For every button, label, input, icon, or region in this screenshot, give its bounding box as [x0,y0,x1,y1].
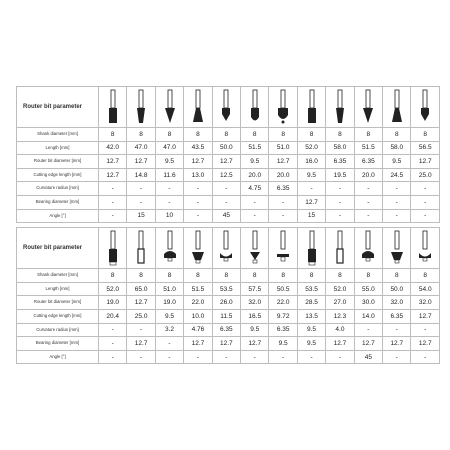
row-label: Angle [°] [17,350,99,364]
cell-value: 8 [99,269,127,283]
cell-value: 27.0 [326,296,354,310]
row-label: Curvature radius [mm] [17,182,99,196]
roundover-bit-icon [155,228,183,269]
table-row [17,282,440,296]
cell-value: 20.4 [99,309,127,323]
cell-value: 4.0 [326,323,354,337]
cell-value: 3.2 [155,323,183,337]
cell-value: 12.7 [184,337,212,351]
cell-value: 47.0 [155,141,183,155]
roman-ogee-bit-icon [326,228,354,269]
cell-value: - [269,350,297,364]
cell-value: 8 [212,128,240,142]
cell-value: 4.75 [241,182,269,196]
cell-value: 8 [411,128,440,142]
cell-value: - [127,195,155,209]
flush-trim-bearing-bit-icon [99,228,127,269]
slot-cutter-bit-icon [383,228,411,269]
cell-value: 12.7 [269,155,297,169]
cell-value: - [383,323,411,337]
cell-value: 30.0 [354,296,382,310]
straight-bearing-bit-icon [127,228,155,269]
cell-value: 12.7 [99,168,127,182]
cell-value: - [155,182,183,196]
cell-value: - [127,323,155,337]
cell-value: 8 [411,269,440,283]
cell-value: - [326,350,354,364]
cell-value: 8 [326,269,354,283]
cell-value: - [99,209,127,223]
table-row [17,350,440,364]
cell-value: 11.5 [212,309,240,323]
straight-bit-icon [99,87,127,128]
cell-value: 9.5 [297,168,325,182]
cell-value: 12.7 [184,155,212,169]
round-nose-bit-icon [297,87,325,128]
cell-value: 6.35 [269,323,297,337]
cell-value: 12.7 [354,337,382,351]
cell-value: 8 [184,128,212,142]
row-label: Curvature radius [mm] [17,323,99,337]
table-row [17,337,440,351]
cell-value: 32.0 [411,296,440,310]
cell-value: 6.35 [269,182,297,196]
cell-value: 12.3 [326,309,354,323]
cell-value: 53.5 [212,282,240,296]
row-label: Angle [°] [17,209,99,223]
cell-value: - [297,350,325,364]
cell-value: 20.0 [241,168,269,182]
cell-value: 51.0 [155,282,183,296]
table-row [17,141,440,155]
rabbet-bit-icon [411,228,440,269]
row-label: Router bit diameter [mm] [17,296,99,310]
cell-value: 9.5 [241,323,269,337]
cell-value: 22.0 [184,296,212,310]
cell-value: - [269,209,297,223]
cell-value: 58.0 [383,141,411,155]
table-row [17,182,440,196]
cell-value: - [241,350,269,364]
cell-value: - [326,182,354,196]
cell-value: 55.0 [354,282,382,296]
cell-value: 9.5 [155,155,183,169]
cell-value: 12.7 [127,337,155,351]
cell-value: - [127,182,155,196]
cell-value: 9.5 [155,309,183,323]
cell-value: 50.0 [212,141,240,155]
cell-value: 8 [127,269,155,283]
cell-value: 12.7 [127,296,155,310]
cell-value: 19.0 [155,296,183,310]
chamfer-bearing-bit-icon [354,228,382,269]
cell-value: 51.0 [269,141,297,155]
cell-value: 45 [212,209,240,223]
straight-bit-narrow-icon [127,87,155,128]
cell-value: 8 [212,269,240,283]
cell-value: 8 [383,128,411,142]
cell-value: 9.5 [241,155,269,169]
cell-value: 12.7 [99,155,127,169]
cell-value: - [383,350,411,364]
cell-value: - [127,350,155,364]
cell-value: 12.7 [241,337,269,351]
cell-value: - [155,195,183,209]
cell-value: 19.0 [99,296,127,310]
cell-value: 8 [99,128,127,142]
cell-value: 12.7 [127,155,155,169]
chamfer-bit-icon [241,87,269,128]
table-row [17,128,440,142]
cell-value: - [411,195,440,209]
flush-trim-bit-icon [411,87,440,128]
core-box-bit-icon [269,87,297,128]
cell-value: 56.5 [411,141,440,155]
cell-value: 15 [127,209,155,223]
cell-value: 8 [184,269,212,283]
cell-value: 12.7 [411,309,440,323]
cell-value: 32.0 [383,296,411,310]
router-bit-table [16,86,440,364]
cell-value: 16.5 [241,309,269,323]
cell-value: 14.0 [354,309,382,323]
cell-value: 50.5 [269,282,297,296]
cell-value: 20.0 [269,168,297,182]
row-label: Bearing diameter [mm] [17,195,99,209]
cell-value: 10.0 [184,309,212,323]
cell-value: - [155,350,183,364]
row-label: Shank diameter [mm] [17,269,99,283]
cell-value: - [354,195,382,209]
cell-value: 8 [326,128,354,142]
cell-value: - [184,195,212,209]
cell-value: 10 [155,209,183,223]
cell-value: - [383,195,411,209]
cell-value: 6.35 [326,155,354,169]
cell-value: - [354,209,382,223]
cell-value: 26.0 [212,296,240,310]
cell-value: - [241,195,269,209]
cell-value: 65.0 [127,282,155,296]
cell-value: - [411,209,440,223]
table-row [17,209,440,223]
cell-value: 51.5 [241,141,269,155]
cell-value: 9.72 [269,309,297,323]
cell-value: 4.76 [184,323,212,337]
table-row [17,323,440,337]
cell-value: 16.0 [297,155,325,169]
cell-value: - [184,209,212,223]
cell-value: - [269,195,297,209]
cell-value: 25.0 [411,168,440,182]
cell-value: 19.5 [326,168,354,182]
cell-value: 25.0 [127,309,155,323]
cell-value: 12.7 [326,337,354,351]
cell-value: 58.0 [326,141,354,155]
parameter-header: Router bit parameter [17,87,99,128]
cell-value: - [99,323,127,337]
cell-value: 8 [241,269,269,283]
cell-value: 32.0 [241,296,269,310]
table-row [17,269,440,283]
cell-value: 15 [297,209,325,223]
cell-value: 9.5 [269,337,297,351]
table-row [17,155,440,169]
cell-value: 11.6 [155,168,183,182]
cell-value: 51.5 [184,282,212,296]
cell-value: - [383,209,411,223]
cell-value: - [383,182,411,196]
cell-value: 8 [241,128,269,142]
cell-value: 6.35 [354,155,382,169]
cell-value: - [212,195,240,209]
cell-value: 8 [383,269,411,283]
cell-value: - [99,182,127,196]
v-groove-bit-icon [155,87,183,128]
cell-value: 12.5 [212,168,240,182]
cell-value: 9.5 [383,155,411,169]
cell-value: 13.0 [184,168,212,182]
cell-value: 13.5 [297,309,325,323]
cell-value: 12.7 [411,155,440,169]
cell-value: - [155,337,183,351]
cell-value: - [411,350,440,364]
cell-value: 53.5 [297,282,325,296]
cell-value: - [411,323,440,337]
cell-value: 9.5 [297,337,325,351]
cell-value: 12.7 [411,337,440,351]
row-label: Cutting edge length [mm] [17,168,99,182]
table-row [17,296,440,310]
cell-value: 6.35 [212,323,240,337]
cell-value: 8 [155,128,183,142]
cell-value: - [212,182,240,196]
table1-header-row [17,87,440,128]
cell-value: - [354,182,382,196]
table-row [17,168,440,182]
roundover-bit-2-icon [184,228,212,269]
cell-value: - [99,350,127,364]
cell-value: 8 [297,269,325,283]
cell-value: - [184,350,212,364]
cove-bit-icon [326,87,354,128]
cell-value: 45 [354,350,382,364]
cell-value: 54.0 [411,282,440,296]
dovetail-bit-icon [184,87,212,128]
cell-value: 57.5 [241,282,269,296]
row-label: Cutting edge length [mm] [17,309,99,323]
cell-value: - [297,182,325,196]
cell-value: 51.5 [354,141,382,155]
parameter-header: Router bit parameter [17,228,99,269]
cell-value: - [212,350,240,364]
cell-value: 8 [354,269,382,283]
table2-header-row [17,228,440,269]
dovetail-bit-wide-icon [212,87,240,128]
cell-value: - [411,182,440,196]
cell-value: 9.5 [297,323,325,337]
row-label: Length [mm] [17,282,99,296]
ogee-bit-icon [383,87,411,128]
cell-value: 42.0 [99,141,127,155]
cell-value: 12.7 [383,337,411,351]
cell-value: - [354,323,382,337]
cell-value: 12.7 [212,155,240,169]
cell-value: 52.0 [297,141,325,155]
cell-value: 8 [297,128,325,142]
row-label: Bearing diameter [mm] [17,337,99,351]
row-label: Length [mm] [17,141,99,155]
cove-bearing-bit-icon [241,228,269,269]
cell-value: 28.5 [297,296,325,310]
cell-value: - [241,209,269,223]
cell-value: 12.7 [297,195,325,209]
ogee-bearing-bit-icon [269,228,297,269]
row-label: Shank diameter [mm] [17,128,99,142]
cell-value: 52.0 [326,282,354,296]
cell-value: 8 [269,128,297,142]
cell-value: 24.5 [383,168,411,182]
cell-value: 6.35 [383,309,411,323]
cell-value: 8 [155,269,183,283]
cell-value: - [326,209,354,223]
cell-value: 22.0 [269,296,297,310]
row-label: Router bit diameter [mm] [17,155,99,169]
cell-value: 47.0 [127,141,155,155]
cell-value: - [99,337,127,351]
table-row [17,309,440,323]
cell-value: - [99,195,127,209]
beading-bit-icon [297,228,325,269]
cell-value: 20.0 [354,168,382,182]
cell-value: 8 [354,128,382,142]
table-row [17,195,440,209]
cell-value: 43.5 [184,141,212,155]
roundover-bit-3-icon [212,228,240,269]
cell-value: - [326,195,354,209]
v-groove-point-bit-icon [354,87,382,128]
cell-value: - [184,182,212,196]
cell-value: 52.0 [99,282,127,296]
cell-value: 50.0 [383,282,411,296]
cell-value: 12.7 [212,337,240,351]
cell-value: 8 [127,128,155,142]
cell-value: 8 [269,269,297,283]
cell-value: 14.8 [127,168,155,182]
